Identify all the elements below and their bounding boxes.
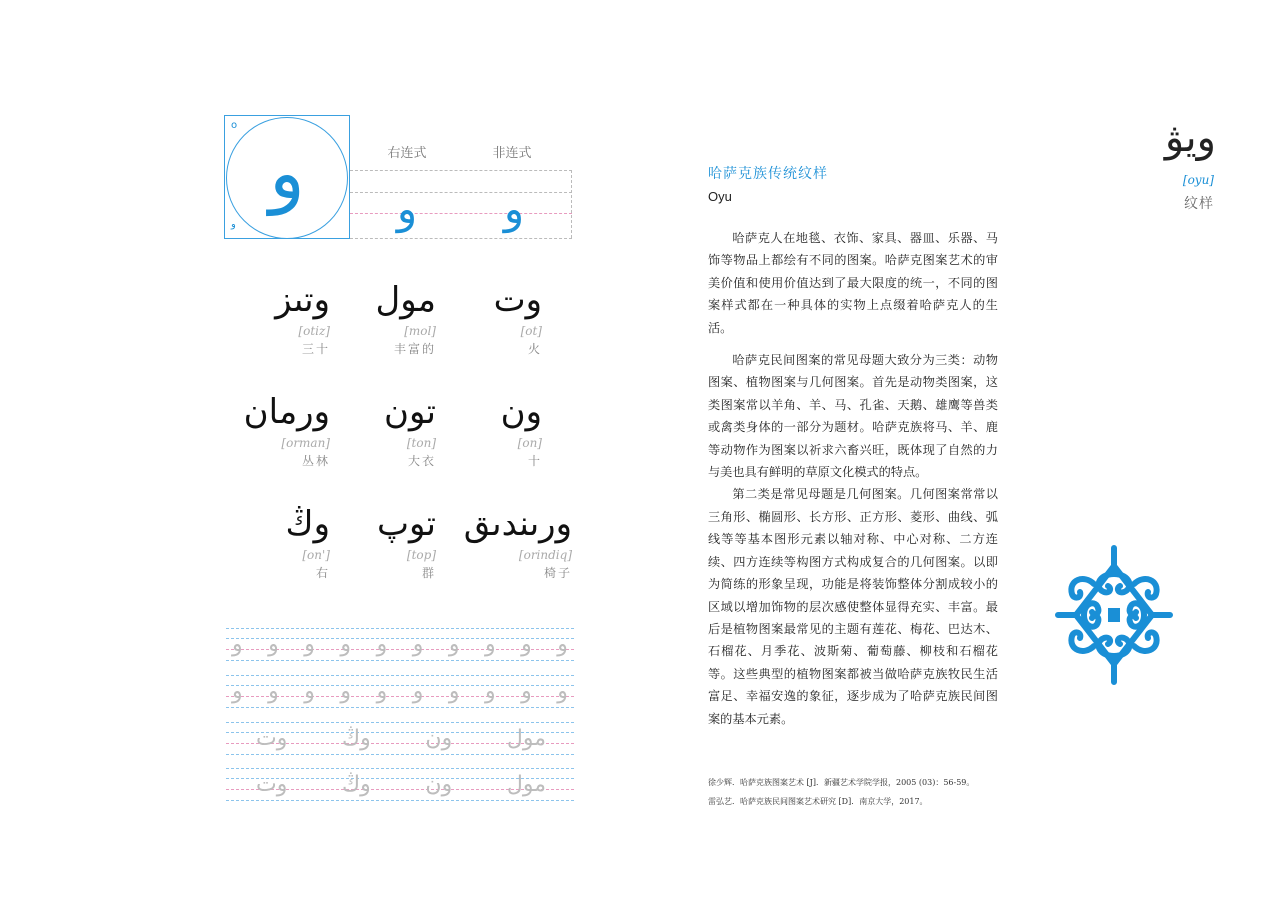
practice-row [226,722,574,756]
practice-glyph: و [376,632,388,657]
forms-guide-edge [571,170,572,238]
vocab-word: وت [493,280,542,320]
page-title-arabic [1130,108,1216,168]
practice-glyph: و [232,632,243,657]
hero-corner-top: o [231,120,238,131]
vocab-meaning: 大衣 [407,454,436,468]
vocab-word: ون [500,392,542,432]
practice-word: مول [506,726,546,751]
vocab-word: ورمان [243,392,330,432]
vocab-word: ورىندىق [463,504,572,544]
practice-glyph: و [340,632,352,657]
practice-glyph: و [448,679,460,704]
page-title-arabic-text: ويۋ [1164,115,1216,161]
practice-word: وڭ [342,772,371,797]
article-paragraph: 哈萨克民间图案的常见母题大致分为三类：动物图案、植物图案与几何图案。首先是动物类图案，这类图案常以羊角、羊、马、孔雀、天鹅、雄鹰等兽类或禽类身体的一部分为题材。哈萨克族将马、羊、鹿等动物作为图案以祈求六畜兴旺，既体现了自然的力与美也具有鲜明的草原文化模式的特点。 [708,353,998,480]
practice-row [226,675,574,709]
vocab-item [392,278,542,358]
vocab-meaning: 丰富的 [393,342,436,356]
form-letter-right-joining: و [396,184,418,233]
practice-word: مول [506,772,546,797]
practice-row [226,768,574,802]
vocab-word: وتىز [275,280,330,320]
practice-glyph: و [484,632,496,657]
article-paragraph: 第二类是常见母题是几何图案。几何图案常常以三角形、椭圆形、长方形、正方形、菱形、曲线、弧线等等基本图形元素以轴对称、中心对称、二方连续、四方连续等构图方式构成复合的几何图案。以即为简练的形象呈现，功能是将装饰整体分割成较小的区域以增加饰物的层次感使整体显得充实、丰富。最后是植物图案最常见的主题有莲花、梅花、巴达木、石榴花、月季花、波斯菊、葡萄藤、柳枝和石榴花等。这些典型的植物图案都被当做哈萨克族牧民生活富足、幸福安逸的象征，逐步成为了哈萨克族民间图案的基本元素。 [708,487,998,726]
forms-guide-line [350,170,572,171]
practice-glyph: و [340,679,352,704]
practice-word: وڭ [342,726,371,751]
article-paragraph: 哈萨克人在地毯、衣饰、家具、器皿、乐器、马饰等物品上都绘有不同的图案。哈萨克图案艺术的审美价值和使用价值达到了最大限度的统一，不同的图案样式都在一种具体的实物上点缀着哈萨克人的生活。 [708,231,998,335]
practice-glyph: و [232,679,243,704]
article-heading: 哈萨克族传统纹样 [708,166,828,182]
vocab-word: توپ [376,504,436,544]
practice-word: ون [425,772,453,797]
hero-letter: و [269,130,305,216]
vocab-item [392,390,542,470]
reference-item: 徐少辉．哈萨克族图案艺术 [J]．新疆艺术学院学报，2005 (03)：56-59。 [708,778,975,787]
practice-glyph: و [376,679,388,704]
vocab-transliteration: [mol] [404,324,436,338]
vocab-meaning: 群 [421,566,436,580]
vocab-transliteration: [orman] [281,436,330,450]
practice-row [226,628,574,662]
practice-glyph: و [557,632,568,657]
page-title-transliteration: [oyu] [1182,173,1214,187]
practice-glyph: و [268,632,279,657]
article-body [708,227,998,730]
vocab-transliteration: [ot] [520,324,542,338]
page-title-chinese: 纹样 [1184,196,1214,212]
vocab-meaning: 十 [527,454,542,468]
form-label-right-joining: 右连式 [387,146,427,161]
kazakh-ornament-icon [1054,544,1174,686]
vocab-meaning: 三十 [301,342,330,356]
vocab-item [286,502,436,582]
vocab-meaning: 右 [315,566,330,580]
practice-glyph: و [557,679,568,704]
vocab-word: مول [375,280,436,320]
practice-glyph: و [304,679,315,704]
hero-corner-bottom: و [231,219,236,230]
practice-glyph: و [412,632,424,657]
vocab-transliteration: [otiz] [298,324,330,338]
vocab-transliteration: [on] [517,436,542,450]
vocab-item [422,502,572,582]
practice-glyph: و [412,679,424,704]
references [708,773,1008,811]
vocab-transliteration: [orindiq] [518,548,572,562]
vocab-meaning: 丛林 [301,454,330,468]
practice-word: ون [425,726,453,751]
vocab-word: تون [384,392,436,432]
practice-word: وت [256,726,288,751]
practice-glyph: و [304,632,315,657]
vocab-transliteration: [on'] [302,548,330,562]
practice-word: وت [256,772,288,797]
vocab-meaning: 椅子 [543,566,572,580]
form-label-isolated: 非连式 [492,146,532,161]
vocab-word: وڭ [285,504,330,544]
practice-glyph: و [484,679,496,704]
forms-guide-line [350,238,572,239]
practice-glyph: و [521,632,532,657]
practice-glyph: و [268,679,279,704]
form-letter-isolated: و [503,184,525,233]
vocab-transliteration: [top] [406,548,436,562]
article-subheading: Oyu [708,189,732,204]
practice-glyph: و [521,679,532,704]
vocab-meaning: 火 [527,342,542,356]
vocab-transliteration: [ton] [406,436,436,450]
practice-glyph: و [448,632,460,657]
reference-item: 雷弘艺．哈萨克族民间图案艺术研究 [D]．南京大学，2017。 [708,797,928,806]
